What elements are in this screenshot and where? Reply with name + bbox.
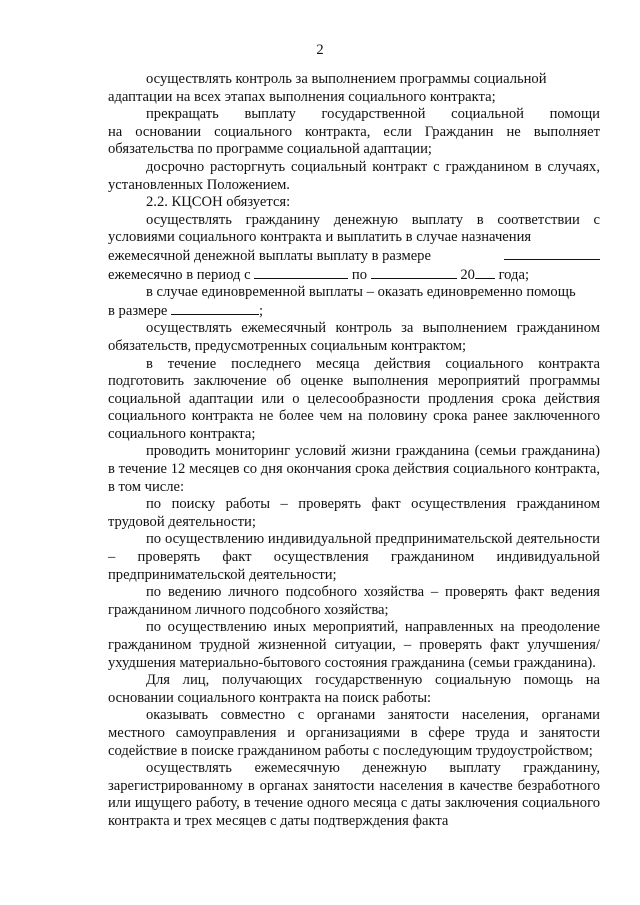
paragraph: в течение последнего месяца действия социального контракта подготовить заключение об оценке выполнения мероприятий программы социальной адаптации или о целесообразности продления срока действия социального контракта не более чем на половину срока ранее заключенного социального контракта; [108,355,600,442]
paragraph-line: в размере ; [108,302,264,319]
paragraph: Для лиц, получающих государственную социальную помощь на основании социального контракта на поиск работы: [108,672,600,706]
paragraph-line: ежемесячной денежной выплаты выплату в размере [108,247,600,266]
paragraph-line: в случае единовременной выплаты – оказать единовременно помощь [146,284,576,301]
paragraph: досрочно расторгнуть социальный контракт с гражданином в случаях, установленных Положением. [108,158,600,193]
blank-field-lump-sum [171,302,259,315]
paragraph: оказывать совместно с органами занятости населения, органами местного самоуправления и организациями в сфере труда и занятости содействие в поиске гражданином работы с последующим трудоустройством; [108,707,600,759]
paragraph-line: ежемесячно в период с по 20 года; [108,266,530,283]
paragraph-line: прекращать выплату государственной социальной помощи [146,106,600,123]
paragraph: проводить мониторинг условий жизни гражданина (семьи гражданина) в течение 12 месяцев со дня окончания срока действия социального контракта, в том числе: [108,443,600,495]
paragraph: на основании социального контракта, если Гражданин не выполняет обязательства по программе социальной адаптации; [108,123,600,158]
paragraph: по осуществлению индивидуальной предпринимательской деятельности – проверять факт осуществления гражданином индивидуальной предпринимательской деятельности; [108,531,600,583]
blank-field-amount [504,247,600,260]
document-body [108,71,600,831]
blank-field-date-from [254,266,348,279]
paragraph: осуществлять гражданину денежную выплату в соответствии с условиями социального контракта и выплатить в случае назначения [108,211,600,246]
page-number: 2 [316,42,324,58]
paragraph: по ведению личного подсобного хозяйства – проверять факт ведения гражданином личного подсобного хозяйства; [108,584,600,618]
paragraph: по поиску работы – проверять факт осуществления гражданином трудовой деятельности; [108,496,600,530]
paragraph-line: адаптации на всех этапах выполнения социального контракта; [108,88,496,105]
blank-field-date-to [371,266,457,279]
paragraph-line: осуществлять контроль за выполнением программы социальной [146,71,547,87]
paragraph: по осуществлению иных мероприятий, направленных на преодоление гражданином трудной жизненной ситуации, – проверять факт улучшения/ухудшения материально-бытового состояния гражданина (семьи гражданина). [108,619,600,671]
paragraph: осуществлять ежемесячный контроль за выполнением гражданином обязательств, предусмотренных социальным контрактом; [108,320,600,354]
section-heading: 2.2. КЦСОН обязуется: [146,194,291,211]
blank-field-year [475,266,495,279]
paragraph: осуществлять ежемесячную денежную выплату гражданину, зарегистрированному в органах занятости населения в качестве безработного или ищущего работу, в течение одного месяца с даты заключения социального контракта и трех месяцев с даты подтверждения факта [108,760,600,829]
